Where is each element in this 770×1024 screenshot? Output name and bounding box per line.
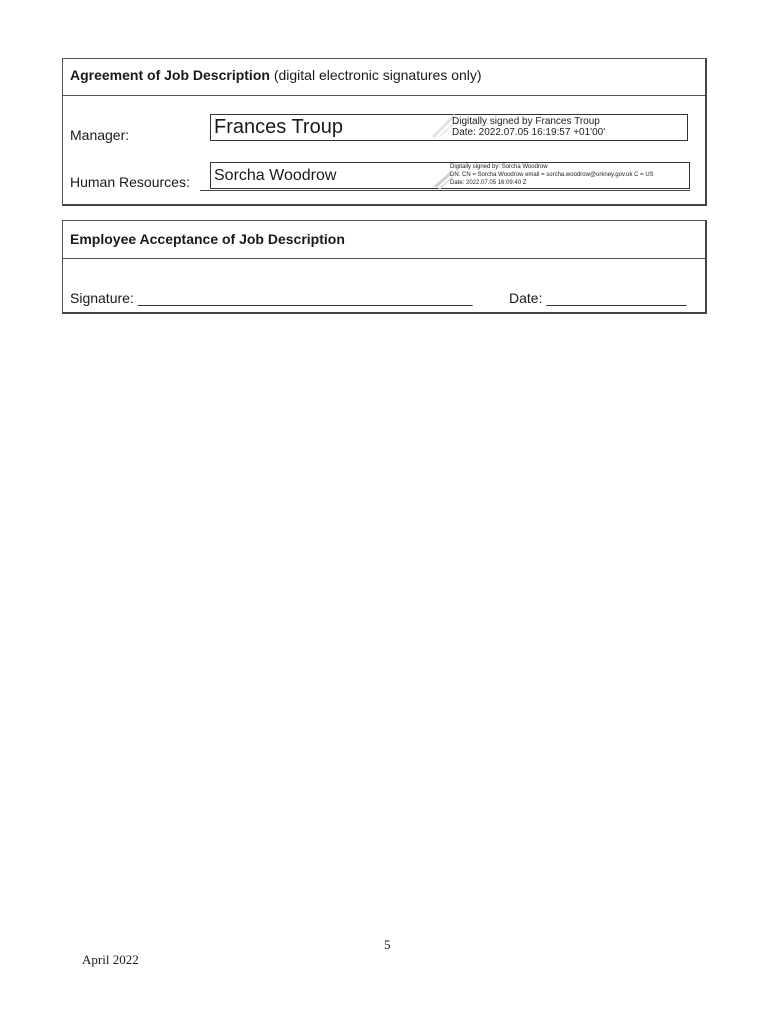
acceptance-header: [63, 221, 705, 259]
footer-date: April 2022: [82, 952, 139, 967]
manager-signature-name: Frances Troup: [214, 116, 343, 138]
manager-label: Manager:: [70, 127, 130, 143]
page-number: 5: [384, 937, 391, 952]
agreement-subtitle: (digital electronic signatures only): [273, 67, 482, 83]
signature-field[interactable]: Signature: ___________________________________________: [70, 290, 473, 306]
acceptance-title: Employee Acceptance of Job Description: [70, 231, 345, 247]
hr-signature-line3: Date: 2022.07.05 16:09:40 Z: [450, 180, 527, 186]
agreement-section: [62, 58, 707, 206]
date-field[interactable]: Date: __________________: [509, 290, 687, 306]
manager-signature-line1: Digitally signed by Frances Troup: [452, 116, 600, 127]
agreement-title: Agreement of Job Description: [70, 67, 270, 83]
manager-signature-line2: Date: 2022.07.05 16:19:57 +01'00': [452, 127, 606, 138]
acceptance-section: [62, 220, 707, 314]
manager-signature-field[interactable]: [210, 114, 688, 141]
hr-signature-line2: DN: CN = Sorcha Woodrow email = sorcha.woodrow@orkney.gov.uk C = US: [450, 172, 654, 178]
hr-signature-field[interactable]: [210, 162, 690, 189]
hr-signature-name: Sorcha Woodrow: [214, 167, 337, 184]
hr-label: Human Resources:: [70, 174, 190, 190]
hr-signature-line1: Digitally signed by: Sorcha Woodrow: [450, 164, 548, 170]
hr-signature-underline: [200, 190, 690, 191]
agreement-header: [63, 59, 705, 96]
